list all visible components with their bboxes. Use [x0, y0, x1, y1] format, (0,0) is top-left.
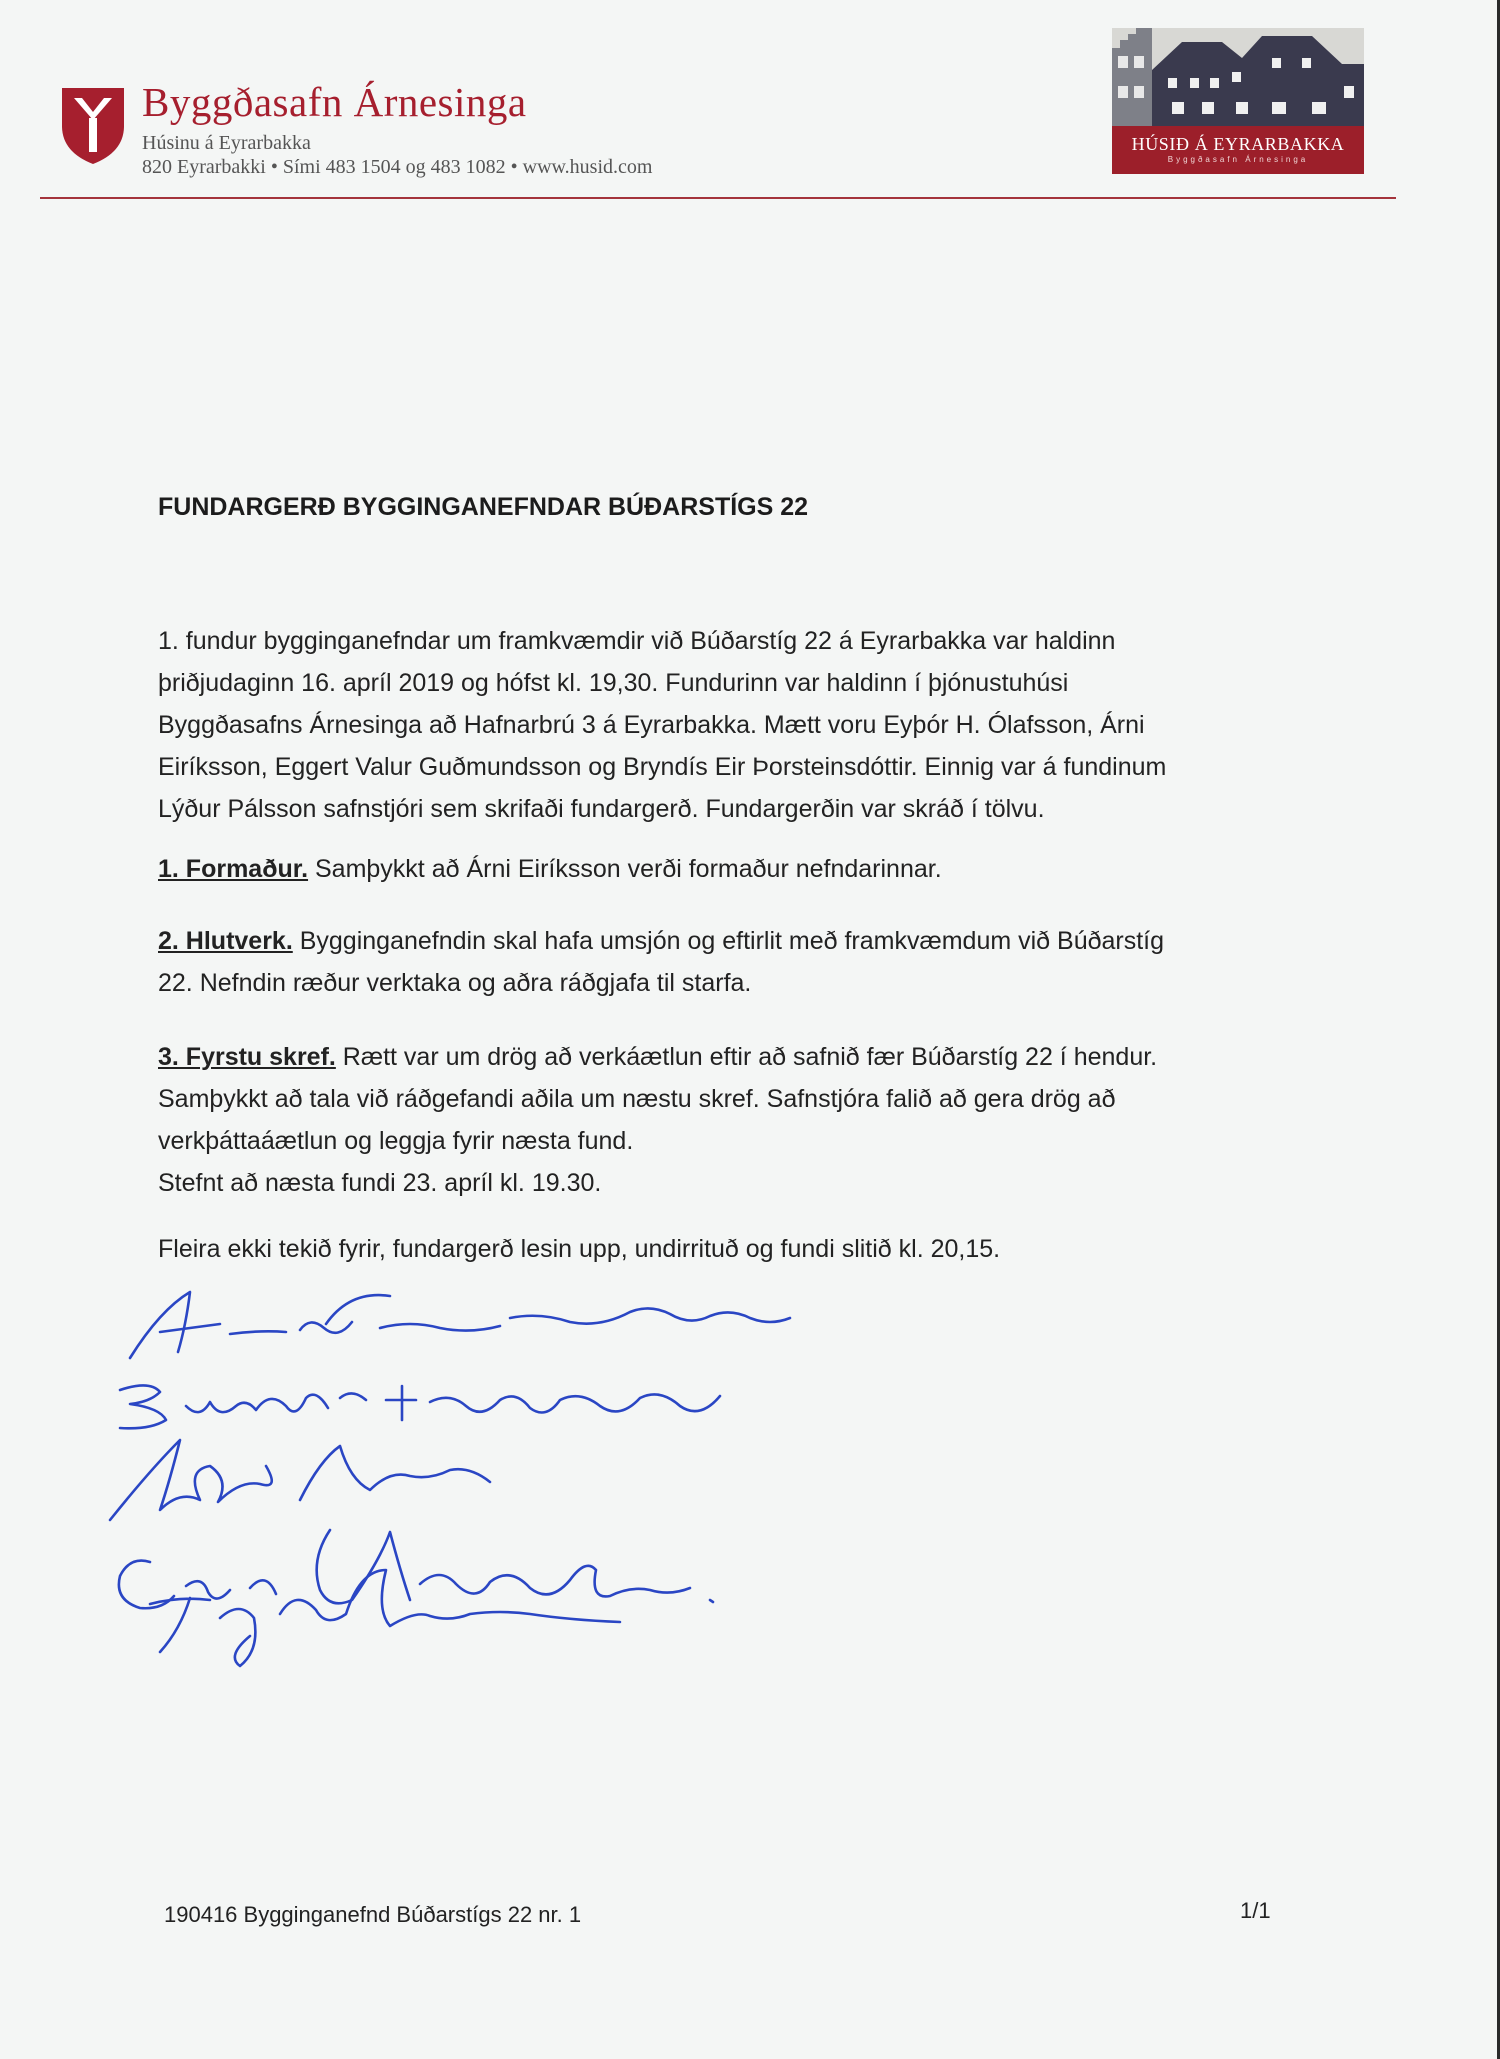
agenda-item-heading: 2. Hlutverk. — [158, 927, 293, 955]
agenda-item-text: Samþykkt að Árni Eiríksson verði formaður nefndarinnar. — [308, 855, 942, 883]
agenda-item-first-steps — [158, 1036, 1308, 1204]
signature-4 — [119, 1530, 713, 1608]
letterhead-divider — [40, 197, 1396, 199]
agenda-item-text: Bygginganefndin skal hafa umsjón og eftirlit með framkvæmdum við Búðarstíg — [292, 927, 1165, 955]
intro-line: þriðjudaginn 16. apríl 2019 og hófst kl. 19,30. Fundurinn var haldinn í þjónustuhúsi — [158, 669, 1069, 697]
signature-5 — [150, 1570, 620, 1666]
agenda-item-text: Stefnt að næsta fundi 23. apríl kl. 19.30. — [158, 1169, 602, 1197]
closing-paragraph — [158, 1228, 1308, 1270]
intro-line: Lýður Pálsson safnstjóri sem skrifaði fundargerð. Fundargerðin var skráð í tölvu. — [158, 795, 1045, 823]
org-contact: 820 Eyrarbakki • Sími 483 1504 og 483 1082 • www.husid.com — [142, 156, 653, 178]
agenda-item-text: 22. Nefndin ræður verktaka og aðra ráðgjafa til starfa. — [158, 969, 752, 997]
agenda-item-heading: 3. Fyrstu skref. — [158, 1043, 336, 1071]
document-reference: 190416 Bygginganefnd Búðarstígs 22 nr. 1 — [164, 1902, 582, 1927]
signature-2 — [120, 1385, 720, 1428]
agenda-item-text: Rætt var um drög að verkáætlun eftir að safnið fær Búðarstíg 22 í hendur. — [335, 1043, 1158, 1071]
museum-shield-logo — [60, 86, 126, 166]
closing-text: Fleira ekki tekið fyrir, fundargerð lesin upp, undirrituð og fundi slitið kl. 20,15. — [158, 1235, 1001, 1263]
agenda-item-text: Samþykkt að tala við ráðgefandi aðila um næstu skref. Safnstjóra falið að gera drög að — [158, 1085, 1116, 1113]
page-number: 1/1 — [1240, 1898, 1271, 1923]
house-badge-subtitle: Byggðasafn Árnesinga — [1167, 155, 1309, 164]
house-badge-logo — [1112, 28, 1364, 174]
signature-3 — [110, 1440, 490, 1520]
intro-line: Byggðasafns Árnesinga að Hafnarbrú 3 á Eyrarbakka. Mætt voru Eyþór H. Ólafsson, Árni — [158, 711, 1145, 739]
agenda-item-text: verkþáttaáætlun og leggja fyrir næsta fund. — [158, 1127, 634, 1155]
house-badge-title: HÚSIÐ Á EYRARBAKKA — [1131, 134, 1345, 154]
agenda-item-chair — [158, 848, 1308, 890]
signature-block — [90, 1270, 830, 1670]
agenda-item-heading: 1. Formaður. — [158, 855, 309, 883]
intro-line: 1. fundur bygginganefndar um framkvæmdir við Búðarstíg 22 á Eyrarbakka var haldinn — [158, 627, 1116, 655]
signature-1 — [130, 1292, 790, 1358]
intro-paragraph — [158, 620, 1308, 830]
intro-line: Eiríksson, Eggert Valur Guðmundsson og Bryndís Eir Þorsteinsdóttir. Einnig var á fundinum — [158, 753, 1167, 781]
house-badge-band — [1112, 126, 1364, 174]
org-address: Húsinu á Eyrarbakka — [142, 132, 311, 154]
document-title: FUNDARGERÐ BYGGINGANEFNDAR BÚÐARSTÍGS 22 — [158, 493, 809, 521]
house-illustration — [1112, 28, 1364, 126]
org-name: Byggðasafn Árnesinga — [142, 79, 527, 125]
agenda-item-role — [158, 920, 1308, 1004]
